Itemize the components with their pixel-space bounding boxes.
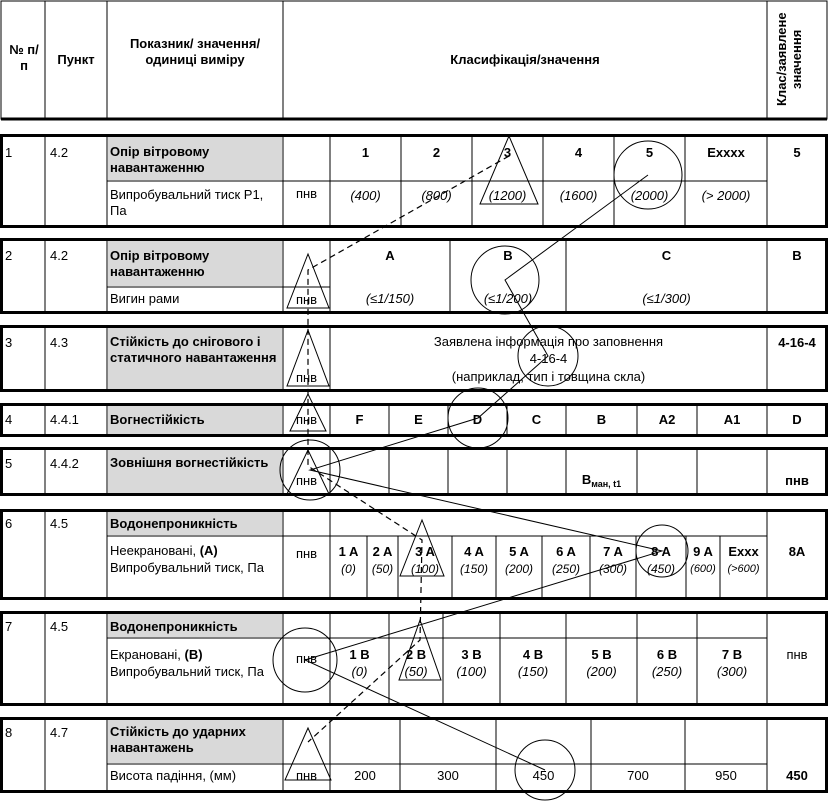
class-label: D [472, 412, 483, 427]
class-value: (1600) [559, 188, 598, 203]
row-num: 8 [5, 725, 13, 740]
class-value: (≤1/200) [483, 291, 533, 306]
class-label: 1 B [349, 647, 370, 662]
solid-connector-line [305, 175, 662, 770]
row-clause: 4.3 [50, 335, 69, 350]
class-value: (250) [651, 664, 683, 679]
class-label: Exxxx [707, 145, 745, 160]
row-num: 3 [5, 335, 13, 350]
impact-value: 700 [627, 768, 649, 783]
impact-value: 950 [715, 768, 737, 783]
class-value: (0) [341, 562, 356, 576]
class-value: (300) [716, 664, 748, 679]
row-num: 1 [5, 145, 13, 160]
triangle-marker [287, 330, 329, 386]
subtitle-text: Неекрановані, [110, 543, 200, 558]
class-label: A [385, 248, 395, 263]
class-value: (50) [371, 562, 394, 576]
row-subtitle: Випробувальний тиск Р1, Па [110, 187, 264, 218]
class-label: 3 A [415, 544, 435, 559]
class-label: C [661, 248, 672, 263]
class-value: (150) [459, 562, 488, 576]
class-value: (> 2000) [701, 188, 751, 203]
class-value: (800) [421, 188, 452, 203]
class-label: 6 B [656, 647, 678, 662]
unit-pnv: пнв [295, 370, 318, 385]
class-main: B [581, 472, 592, 487]
class-value: (200) [504, 562, 533, 576]
class-label: A1 [723, 412, 741, 427]
class-label: 3 [503, 145, 512, 160]
class-label: 6 A [556, 544, 576, 559]
class-label: 2 B [405, 647, 427, 662]
unit-pnv: пнв [295, 292, 318, 307]
class-value: (200) [586, 664, 617, 679]
class-label: 1 [361, 145, 370, 160]
row-subtitle: Вигин рами [110, 291, 180, 306]
row-title: Зовнішня вогнестійкість [110, 455, 269, 470]
header-clause: Пункт [57, 52, 95, 67]
info-line: (наприклад, тип і товщина скла) [451, 369, 646, 384]
class-label: B [503, 248, 513, 263]
subtitle-code: (B) [184, 647, 203, 662]
class-label: 4 B [522, 647, 544, 662]
unit-pnv: пнв [295, 651, 318, 666]
subtitle-text: Екрановані, [110, 647, 185, 662]
class-label: 2 A [372, 544, 393, 559]
triangle-marker [480, 136, 538, 204]
class-label: E [414, 412, 423, 427]
class-label: Exxx [728, 544, 759, 559]
header-classification: Класифікація/значення [450, 52, 600, 67]
declared-value: 5 [793, 145, 801, 160]
declared-value: D [792, 412, 802, 427]
impact-value: 200 [354, 768, 376, 783]
class-value: (≤1/150) [365, 291, 415, 306]
class-value: (450) [646, 562, 675, 576]
row-title: Опір вітровому навантаженню [110, 144, 210, 175]
row-title: Стійкість до снігового і статичного навантаження [110, 334, 277, 365]
header-declared: Клас/заявлене значення [774, 12, 804, 106]
class-value: (100) [410, 562, 439, 576]
triangle-marker [287, 450, 329, 494]
class-value: (300) [598, 562, 627, 576]
unit-pnv: пнв [295, 412, 318, 427]
row-clause: 4.2 [50, 145, 69, 160]
class-label: 4 A [464, 544, 484, 559]
unit-pnv: пнв [295, 546, 318, 561]
class-subscript: ман, t1 [591, 479, 622, 489]
row-clause: 4.4.1 [50, 412, 79, 427]
row-clause: 4.5 [50, 619, 69, 634]
row-title: Водонепроникність [110, 619, 238, 634]
header-indicator: Показник/ значення/одиниці виміру [129, 36, 261, 67]
class-label: F [355, 412, 364, 427]
row-title: Вогнестійкість [110, 412, 205, 427]
class-label: C [531, 412, 542, 427]
class-value: (50) [404, 664, 428, 679]
declared-value: B [792, 248, 802, 263]
class-label: 2 [432, 145, 441, 160]
row-subtitle-2: Випробувальний тиск, Па [110, 560, 264, 575]
info-line: 4-16-4 [529, 351, 568, 366]
row-clause: 4.5 [50, 516, 69, 531]
class-value: (100) [456, 664, 487, 679]
subtitle-code: (A) [199, 543, 218, 558]
class-value: (400) [350, 188, 381, 203]
class-label: B [596, 412, 607, 427]
header-num: № п/п [9, 42, 39, 73]
declared-value: 4-16-4 [778, 335, 816, 350]
row-num: 7 [5, 619, 13, 634]
info-line: Заявлена інформація про заповнення [433, 334, 664, 349]
class-label: A2 [658, 412, 676, 427]
class-label: 4 [574, 145, 583, 160]
row-subtitle: Висота падіння, (мм) [110, 768, 237, 783]
class-label: 5 A [509, 544, 529, 559]
class-label: 9 A [693, 544, 713, 559]
row-title: Опір вітровому навантаженню [110, 248, 210, 279]
unit-pnv: пнв [295, 473, 318, 488]
declared-value: 450 [786, 768, 808, 783]
row-title: Водонепроникність [110, 516, 238, 531]
row-title: Стійкість до ударних навантажень [110, 724, 246, 755]
row-num: 4 [5, 412, 13, 427]
class-label: 7 B [721, 647, 743, 662]
class-label: 5 B [591, 647, 612, 662]
class-label: 8 A [651, 544, 671, 559]
row-num: 2 [5, 248, 13, 263]
triangle-marker [285, 728, 331, 780]
row-num: 5 [5, 456, 13, 471]
unit-pnv: пнв [295, 186, 318, 201]
declared-value: пнв [786, 647, 808, 662]
class-value: (>600) [727, 563, 760, 575]
row-subtitle-2: Випробувальний тиск, Па [110, 664, 264, 679]
row-clause: 4.7 [50, 725, 69, 740]
row-clause: 4.2 [50, 248, 69, 263]
row-clause: 4.4.2 [50, 456, 79, 471]
impact-value: 450 [532, 768, 555, 783]
unit-pnv: пнв [295, 768, 318, 783]
class-label: 7 A [603, 544, 623, 559]
class-label: 5 [645, 145, 654, 160]
class-value: (2000) [630, 188, 669, 203]
declared-value: пнв [785, 473, 809, 488]
class-value: (250) [551, 562, 580, 576]
row-num: 6 [5, 516, 13, 531]
class-value: (1200) [488, 188, 527, 203]
class-value: (600) [690, 563, 716, 575]
impact-value: 300 [437, 768, 459, 783]
class-value: (0) [351, 664, 368, 679]
class-value: (≤1/300) [642, 291, 691, 306]
class-label: 3 B [461, 647, 482, 662]
class-label: 1 A [338, 544, 359, 559]
declared-value: 8A [788, 544, 806, 559]
class-value: (150) [517, 664, 549, 679]
